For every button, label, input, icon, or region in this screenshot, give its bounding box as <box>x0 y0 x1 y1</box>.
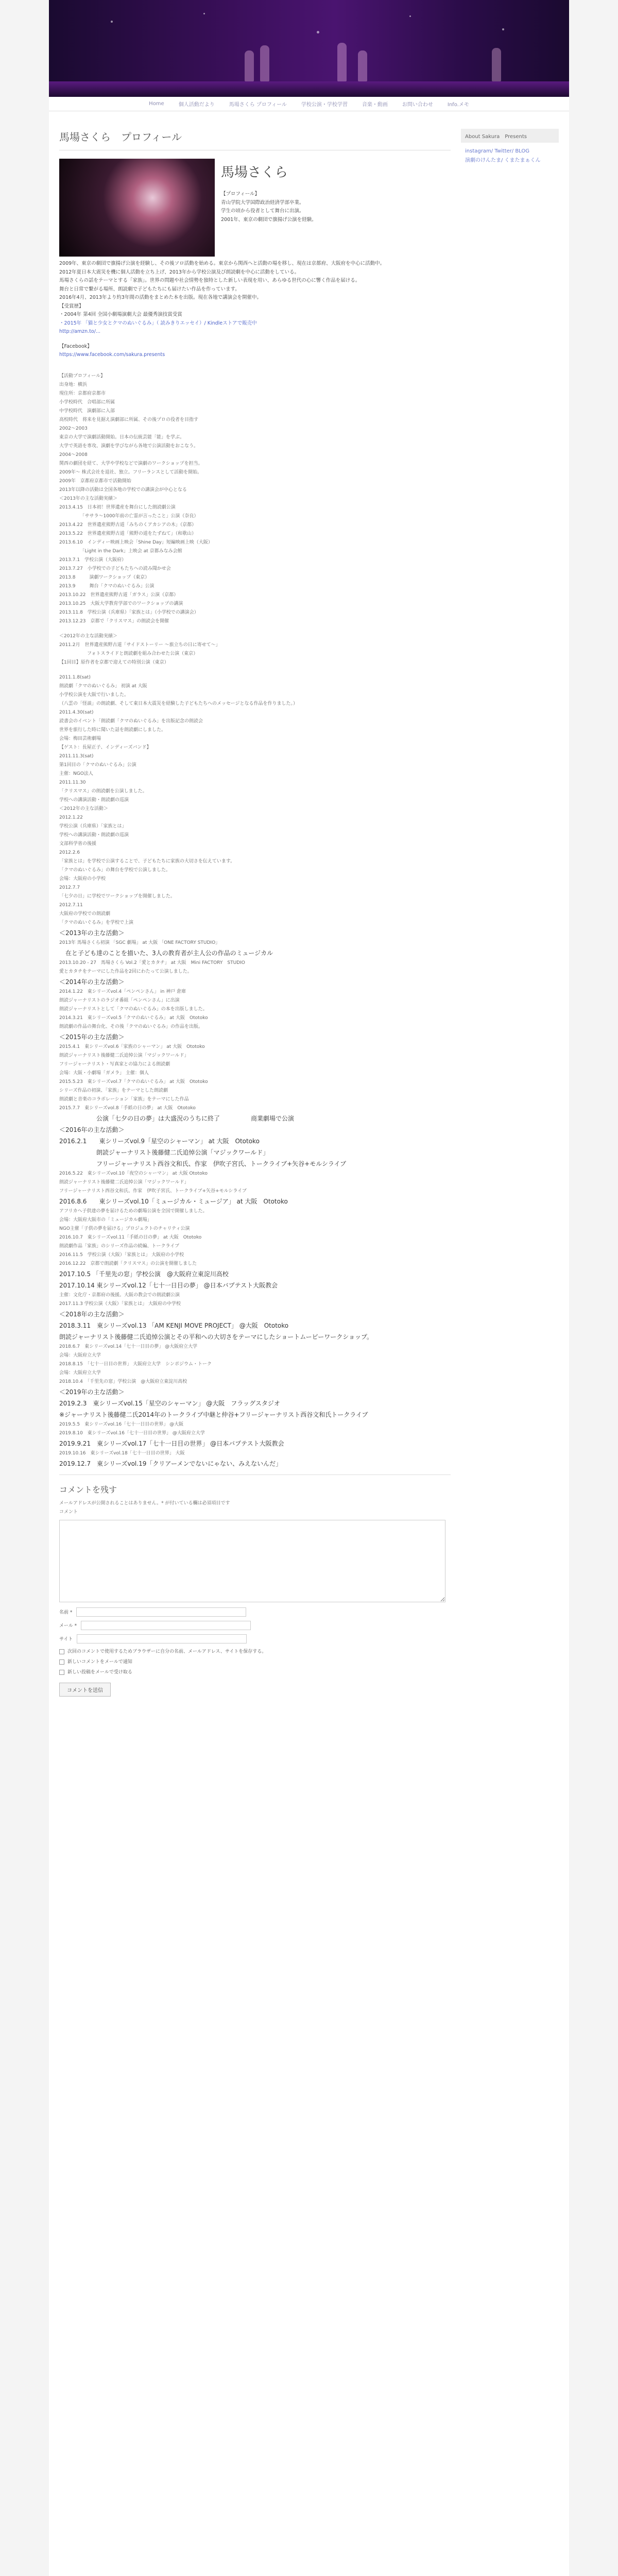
history-item: ＜2013年の主な活動実績＞ <box>59 496 117 501</box>
header-banner <box>49 0 569 97</box>
timeline-item: 2017.10.14 東シリーズvol.12「七十一日目の夢」 @日本バプテスト大阪教会 <box>59 1281 278 1289</box>
history-item: 高校時代 将来を見据え演劇部に所属、その後プロの役者を目指す <box>59 417 199 422</box>
checkbox-icon <box>59 1670 64 1675</box>
nav-profile[interactable]: 馬場さくら プロフィール <box>229 102 287 108</box>
timeline-item: 主催：文化庁・京都府の後援。大阪の教会での朗読劇公演 <box>59 1292 180 1298</box>
timeline-item: 朗読劇作品「家族」のシリーズ作品の続編、トークライブ <box>59 1243 180 1249</box>
checkbox-icon <box>59 1649 64 1654</box>
timeline-item: 小学校公演を大阪で行いました。 <box>59 692 129 698</box>
checkbox-icon <box>59 1659 64 1665</box>
profile-bio: 舞台と日常で繋がる場所、朗読劇で子どもたちにも届けたい作品を作っています。 <box>59 286 240 292</box>
profile-bio: 2012年夏日本大震災を機に個人活動を立ち上げ、2013年から学校公演及び朗読劇を中心に活動をしている。 <box>59 269 299 275</box>
history-item: 大学で英語を専攻、演劇を学びながら各地で公演活動をおこなう。 <box>59 443 199 449</box>
timeline-item: ＜2012年の主な活動＞ <box>59 806 108 811</box>
works-label: 【受賞歴】 <box>59 303 84 309</box>
name-input[interactable] <box>76 1607 246 1617</box>
timeline-item: 第1回目の「クマのぬいぐるみ」公演 <box>59 762 136 768</box>
timeline-item: 会場：大阪府立大学 <box>59 1370 101 1376</box>
timeline-item: フリージャーナリスト・写真家との協力による朗読劇 <box>59 1061 170 1067</box>
timeline-item: 朗読ジャーナリスト後藤健二氏追悼公演とその平和への大切さをテーマにしたショートムービーワークショップ。 <box>59 1333 373 1341</box>
history-item: 2013.10.25 大阪大学教育学部でのワークショップの講演 <box>59 601 183 606</box>
timeline-item: 2018.3.11 東シリーズvol.13 「AM KENJI MOVE PROJECT」 @大阪 Ototoko <box>59 1321 289 1329</box>
works-line: ・2015年 「猫と少女とクマのぬいぐるみ」（ 読みきりエッセイ）/ Kindleストアで販売中 <box>59 320 257 326</box>
timeline-item: 2018.6.7 東シリーズvol.14「七十一日目の夢」 @大阪府立大学 <box>59 1344 198 1349</box>
timeline-item: 朗読劇「クマのぬいぐるみ」 初演 at 大阪 <box>59 683 147 689</box>
timeline-item: NGO主催「子供の夢を届ける」プロジェクトのチャリティ公演 <box>59 1226 190 1231</box>
facebook-label: 【Facebook】 <box>59 343 92 349</box>
timeline-item: 2012.7.11 <box>59 902 83 908</box>
timeline-item: 「七夕の日」に学校でワークショップを開催しました。 <box>59 893 175 899</box>
timeline-item: 公演「七夕の日の夢」は大盛況のうちに終了 商業劇場で公演 <box>59 1114 295 1122</box>
nav-school[interactable]: 学校公演・学校学習 <box>301 102 348 108</box>
timeline-item: アフリカへ子供達の夢を届けるための劇場公演を全国で開催しました。 <box>59 1208 208 1214</box>
history-item: 2013.11.8 学校公演（兵庫県）「家族とは」（小学校での講演会） <box>59 609 199 615</box>
email-input[interactable] <box>81 1621 251 1630</box>
timeline-item: 会場：大阪・小劇場「ガメラ」 主催：個人 <box>59 1070 149 1076</box>
timeline-item: 2016.8.6 東シリーズvol.10「ミュージカル・ミュージア」 at 大阪 Ototoko <box>59 1197 288 1205</box>
timeline-item: 2019.10.16 東シリーズvol.18「七十一日目の世界」 大阪 <box>59 1450 185 1456</box>
timeline-item: 2014.1.22 東シリーズvol.4「ペンペンさん」 in 神戸 倉庫 <box>59 989 186 994</box>
history-item: 小学校時代 合唱部に所属 <box>59 399 115 405</box>
timeline-item: 2013.10.20 - 27 馬場さくら Vol.2「愛とカタチ」 at 大阪 Mini FACTORY STUDIO <box>59 960 245 965</box>
sidebar <box>461 129 559 170</box>
comment-textarea[interactable] <box>59 1520 445 1602</box>
timeline-item: 会場：梅田芸術劇場 <box>59 736 101 741</box>
timeline-item: 朗読ジャーナリストとして「クマのぬいぐるみ」の本を出版しました。 <box>59 1006 208 1012</box>
profile-bio: 2009年、東京の劇団で旗揚げ公演を経験し、その後ソロ活動を始める。東京から関西へと活動の場を移し、現在は京都府、大阪府を中心に活動中。 <box>59 261 385 266</box>
site-input[interactable] <box>77 1634 247 1643</box>
year2012-item: 【1回目】原作者を京都で迎えての特別公演（東京） <box>59 659 169 665</box>
nav-home[interactable]: Home <box>149 101 164 107</box>
history-item: 2013.12.23 京都で「クリスマス」の朗読会を開催 <box>59 618 169 624</box>
history-item: 「Light in the Dark」上映会 at 京都みなみ会館 <box>59 548 182 554</box>
timeline-item: 2015.4.1 東シリーズvol.6「家族のシャーマン」 at 大阪 Ototoko <box>59 1044 205 1049</box>
history-item: 2002～2003 <box>59 426 88 431</box>
site-label: サイト <box>59 1637 73 1642</box>
history-item: 2013.10.22 世界遺産熊野古道「ガラス」公演（京都） <box>59 592 179 598</box>
timeline-item: 2013年 馬場さくら初演 「SGC 劇場」 at 大阪 「ONE FACTORY STUDIO」 <box>59 940 220 945</box>
timeline-item: 2019.12.7 東シリーズvol.19「クリアーメンでないにゃない、みえないんだ」 <box>59 1460 282 1467</box>
email-label: メール * <box>59 1623 77 1629</box>
timeline-item: 2018.10.4 「千里先の窓」学校公演 @大阪府立東淀川高校 <box>59 1379 187 1384</box>
timeline-item: 2011.11.3(sat) <box>59 753 94 759</box>
save-info-check[interactable] <box>59 1648 451 1656</box>
notify-post-check[interactable] <box>59 1668 451 1676</box>
history-item: 2013年以降の活動は全国各地の学校での講演会が中心となる <box>59 487 187 493</box>
history-item: 東京の大学で演劇活動開始。日本の伝統芸能「能」を学ぶ。 <box>59 434 185 440</box>
timeline-item: シリーズ作品の初演、「家族」をテーマとした朗読劇 <box>59 1088 168 1093</box>
timeline-item: 2016.12.22 京都で朗読劇「クリスマス」の公演を開催しました <box>59 1261 197 1266</box>
timeline-item: 2019.8.10 東シリーズvol.16「七十一日目の世界」 @大阪府立大学 <box>59 1430 205 1436</box>
timeline-item: （八雲の「怪談」の朗読劇、そして東日本大震災を経験した子どもたちへのメッセージとなる作品を作りました。） <box>59 701 298 706</box>
timeline-item: 読書会のイベント「朗読劇「クマのぬいぐるみ」を出版記念の朗読会 <box>59 718 203 724</box>
history-item: 2013.4.22 世界遺産熊野古道「みちのくアカシアの木」（京都） <box>59 522 197 528</box>
nav-contact[interactable]: お問い合わせ <box>402 102 433 108</box>
timeline-item: ＜2019年の主な活動＞ <box>59 1388 125 1396</box>
timeline-item: ※ジャーナリスト後藤健二氏2014年のトークライブ中継と仲谷+フリージャーナリスト西谷文和氏トークライブ <box>59 1411 368 1418</box>
history-item: 2013.8 演劇ワークショップ（東京） <box>59 574 150 580</box>
nav-media[interactable]: 音楽・動画 <box>362 102 388 108</box>
main-content <box>59 129 451 1697</box>
history-item: 2009年～ 株式会社を退社、独立。フリーランスとして活動を開始。 <box>59 469 202 475</box>
check-label: 新しい投稿をメールで受け取る <box>67 1669 132 1675</box>
timeline-item: 学校への講演活動・朗読劇の巡演 <box>59 832 129 838</box>
main-nav <box>49 97 569 111</box>
profile-intro <box>59 159 451 257</box>
timeline-item: 2016.2.1 東シリーズvol.9「星空のシャーマン」 at 大阪 Ototoko <box>59 1137 260 1145</box>
timeline-item: 在と子ども達のことを描いた、3人の教育者が主人公の作品のミュージカル <box>59 949 273 957</box>
history-item: 現住所：京都府京都市 <box>59 391 106 396</box>
sidebar-heading: About Sakura Presents <box>461 129 559 143</box>
history-item: 中学校時代 演劇部に入部 <box>59 408 115 414</box>
notify-comment-check[interactable] <box>59 1658 451 1666</box>
timeline-item: 2017.11.3 学校公演（大阪）「家族とは」 大阪府の中学校 <box>59 1301 181 1307</box>
timeline-item: 文部科学省の後援 <box>59 841 97 846</box>
timeline-item: ＜2014年の主な活動＞ <box>59 978 125 986</box>
profile-bio: 学生の頃から役者として舞台に出演。 <box>221 208 304 214</box>
name-row <box>59 1607 451 1617</box>
nav-news[interactable]: 個人活動だより <box>178 102 215 108</box>
year2012-label: ＜2012年の主な活動実績＞ <box>59 633 117 639</box>
history-item: 2013.5.22 世界遺産熊野古道「熊野の道をたずねて」（和歌山） <box>59 531 197 536</box>
timeline-item: 朗読ジャーナリスト後藤健二氏追悼公演「マジックワールド」 <box>59 1053 189 1058</box>
timeline-item: 2019.5.5 東シリーズvol.16「七十一日目の世界」 @大阪 <box>59 1421 184 1427</box>
timeline-item: 2019.9.21 東シリーズvol.17「七十一日目の世界」 @日本バプテスト大阪教会 <box>59 1439 284 1447</box>
timeline-item: 2011.4.30(sat) <box>59 709 94 715</box>
timeline-item: ＜2016年の主な活動＞ <box>59 1126 125 1133</box>
timeline-item: 朗読ジャーナリスト後藤健二氏追悼公演「マジックワールド」 <box>59 1179 189 1185</box>
sidebar-item[interactable]: instagram/ Twitter/ BLOG <box>465 148 530 154</box>
timeline-item: 学校公演（兵庫県）「家族とは」 <box>59 823 127 829</box>
submit-comment-button[interactable]: コメントを送信 <box>59 1683 111 1697</box>
timeline-item: 朗読ジャーナリストのラジオ番組「ペンペンさん」に出演 <box>59 997 180 1003</box>
timeline-item: 愛とカタチをテーマにした作品を2回にわたって公演しました。 <box>59 969 192 974</box>
timeline-item: 2016.5.22 東シリーズvol.10「夜空のシャーマン」 at 大阪 Ototoko <box>59 1171 208 1176</box>
timeline-item: 2015.5.23 東シリーズvol.7「クマのぬいぐるみ」 at 大阪 Ototoko <box>59 1079 208 1084</box>
timeline-item: 会場：大阪府立大学 <box>59 1352 101 1358</box>
check-label: 次回のコメントで使用するためブラウザーに自分の名前、メールアドレス、サイトを保存する。 <box>67 1649 267 1654</box>
comment-label: コメント <box>59 1509 78 1515</box>
timeline-item: 「クマのぬいぐるみ」の舞台を学校で公演しました。 <box>59 867 171 873</box>
profile-bio: 馬場さくらの話をテーマとする「家族」。世界の問題や社会情勢を独特とした新しい表現を用い、あらゆる世代の心に響く作品を届ける。 <box>59 278 360 283</box>
history-item: 「ササラ～1000年前の亡霊が言ったこと」公演（奈良） <box>59 513 199 519</box>
timeline-list <box>59 673 451 1469</box>
history-item: 2013.4.15 日本初！世界遺産を舞台にした朗読劇公演 <box>59 504 176 510</box>
history-item: 2013.7.1 学校公演（大阪府） <box>59 557 127 563</box>
timeline-item: 2015.7.7 東シリーズvol.8「手紙の日の夢」 at 大阪 Ototoko <box>59 1105 196 1111</box>
timeline-item: 2011.1.8(sat) <box>59 674 91 680</box>
timeline-item: 2016.10.7 東シリーズvol.11「手紙の日の夢」 at 大阪 Ototoko <box>59 1234 202 1240</box>
timeline-item: 2018.8.15 「七十一日目の世界」 大阪府立大学 シンポジウム・トーク <box>59 1361 212 1367</box>
timeline-item: ＜2013年の主な活動＞ <box>59 929 125 937</box>
timeline-item: 2016.11.5 学校公演（大阪）「家族とは」 大阪府の小学校 <box>59 1252 184 1258</box>
timeline-item: 2011.11.30 <box>59 779 86 785</box>
timeline-item: 世界を旅行した時に聞いた話を朗読劇にしました。 <box>59 727 166 733</box>
timeline-item: 主催：NGO法人 <box>59 771 93 776</box>
timeline-item: 「クマのぬいぐるみ」を学校で上演 <box>59 920 134 925</box>
sidebar-list <box>461 143 559 170</box>
timeline-item: 2017.10.5 「千里先の窓」学校公演 @大阪府立東淀川高校 <box>59 1270 229 1278</box>
profile-role: 【プロフィール】 <box>221 191 260 197</box>
year2012-list <box>59 641 451 667</box>
timeline-item: 朗読劇と音楽のコラボレーション「家族」をテーマにした作品 <box>59 1096 189 1102</box>
timeline-item: ＜2015年の主な活動＞ <box>59 1033 125 1041</box>
timeline-item: 朗読ジャーナリスト後藤健二氏追悼公演「マジックワールド」 <box>59 1148 269 1156</box>
timeline-item: 2014.3.21 東シリーズvol.5「クマのぬいぐるみ」 at 大阪 Ototoko <box>59 1015 208 1021</box>
timeline-item: 「家族とは」を学校で公演することで、子どもたちに家族の大切さを伝えています。 <box>59 858 235 864</box>
timeline-item: 2012.2.6 <box>59 850 80 855</box>
timeline-item: 大阪府の学校での朗読劇 <box>59 911 111 917</box>
timeline-item: 2012.1.22 <box>59 815 83 820</box>
profile-name: 馬場さくら <box>221 165 288 180</box>
timeline-item: 「クリスマス」の朗読劇を公演しました。 <box>59 788 147 794</box>
email-row <box>59 1621 451 1630</box>
year2012-item: 2011.2月 世界遺産熊野古道「サイドストーリー ～旅立ちの日に寄せて～」 <box>59 642 220 648</box>
timeline-item: ＜2018年の主な活動＞ <box>59 1310 125 1318</box>
nav-info[interactable]: Info.メモ <box>447 102 469 108</box>
history-list <box>59 381 451 626</box>
timeline-item: 朗読劇の作品の舞台化、その後「クマのぬいぐるみ」の作品を出版。 <box>59 1024 203 1029</box>
works-line: ・2004年 第4回 全国小劇場演劇大会 最優秀演技賞受賞 <box>59 312 182 317</box>
sidebar-item[interactable]: 演劇のけんたま/ くまたまぁくん <box>465 158 541 163</box>
comment-heading: コメントを残す <box>59 1484 117 1495</box>
timeline-item: 2019.2.3 東シリーズvol.15「星空のシャーマン」 @大阪 フラッグスタジオ <box>59 1399 280 1407</box>
history-item: 2009年 京都府京都市で活動開始 <box>59 478 131 484</box>
timeline-item: 学校への講演活動・朗読劇の巡演 <box>59 797 129 803</box>
site-row <box>59 1634 451 1643</box>
profile-photo <box>59 159 215 257</box>
facebook-link[interactable]: https://www.facebook.com/sakura.presents <box>59 352 165 358</box>
profile-bio: 2016年4月、2013年より約3年間の活動をまとめた本を出版。現在各地で講演会を開催中。 <box>59 295 262 300</box>
page-title: 馬場さくら プロフィール <box>59 129 451 150</box>
check-label: 新しいコメントをメールで通知 <box>67 1659 132 1665</box>
comment-note: メールアドレスが公開されることはありません。* が付いている欄は必須項目です <box>59 1500 230 1506</box>
timeline-item: 会場：大阪府の小学校 <box>59 876 106 882</box>
history-label: 【活動プロフィール】 <box>59 373 106 379</box>
timeline-item: 会場：大阪府大阪市の「ミュージカル劇場」 <box>59 1217 152 1223</box>
profile-bio: 青山学院大学国際政治経済学部卒業。 <box>221 199 304 206</box>
year2012-item: フォトスライドと朗読劇を組み合わせた公演（東京） <box>59 651 198 656</box>
history-item: 2013.9 舞台「クマのぬいぐるみ」公演 <box>59 583 154 589</box>
history-item: 2013.6.10 インディー映画上映会「Shine Day」短編映画上映（大阪） <box>59 539 213 545</box>
history-item: 2004～2008 <box>59 452 88 457</box>
timeline-item: フリージャーナリスト西谷文和氏、作家 伊吹子宮氏、トークライブ+矢谷+モルシライブ <box>59 1160 347 1167</box>
history-item: 関西の劇団を経て、大学や学校などで演劇のワークショップを担当。 <box>59 461 203 466</box>
profile-bio: 2001年、東京の劇団で旗揚げ公演を経験。 <box>221 216 317 223</box>
timeline-item: 【ゲスト：長屋正子、インディーズバンド】 <box>59 744 151 750</box>
amazon-link[interactable]: http://amzn.to/... <box>59 329 101 334</box>
history-item: 2013.7.27 小学校での子どもたちへの読み聞かせ会 <box>59 566 171 571</box>
name-label: 名前 * <box>59 1610 73 1615</box>
timeline-item: フリージャーナリスト西谷文和氏、作家 伊吹子宮氏、トークライブ+矢谷+モルシライブ <box>59 1188 247 1194</box>
timeline-item: 2012.7.7 <box>59 885 80 890</box>
history-item: 出身地：横浜 <box>59 382 88 387</box>
